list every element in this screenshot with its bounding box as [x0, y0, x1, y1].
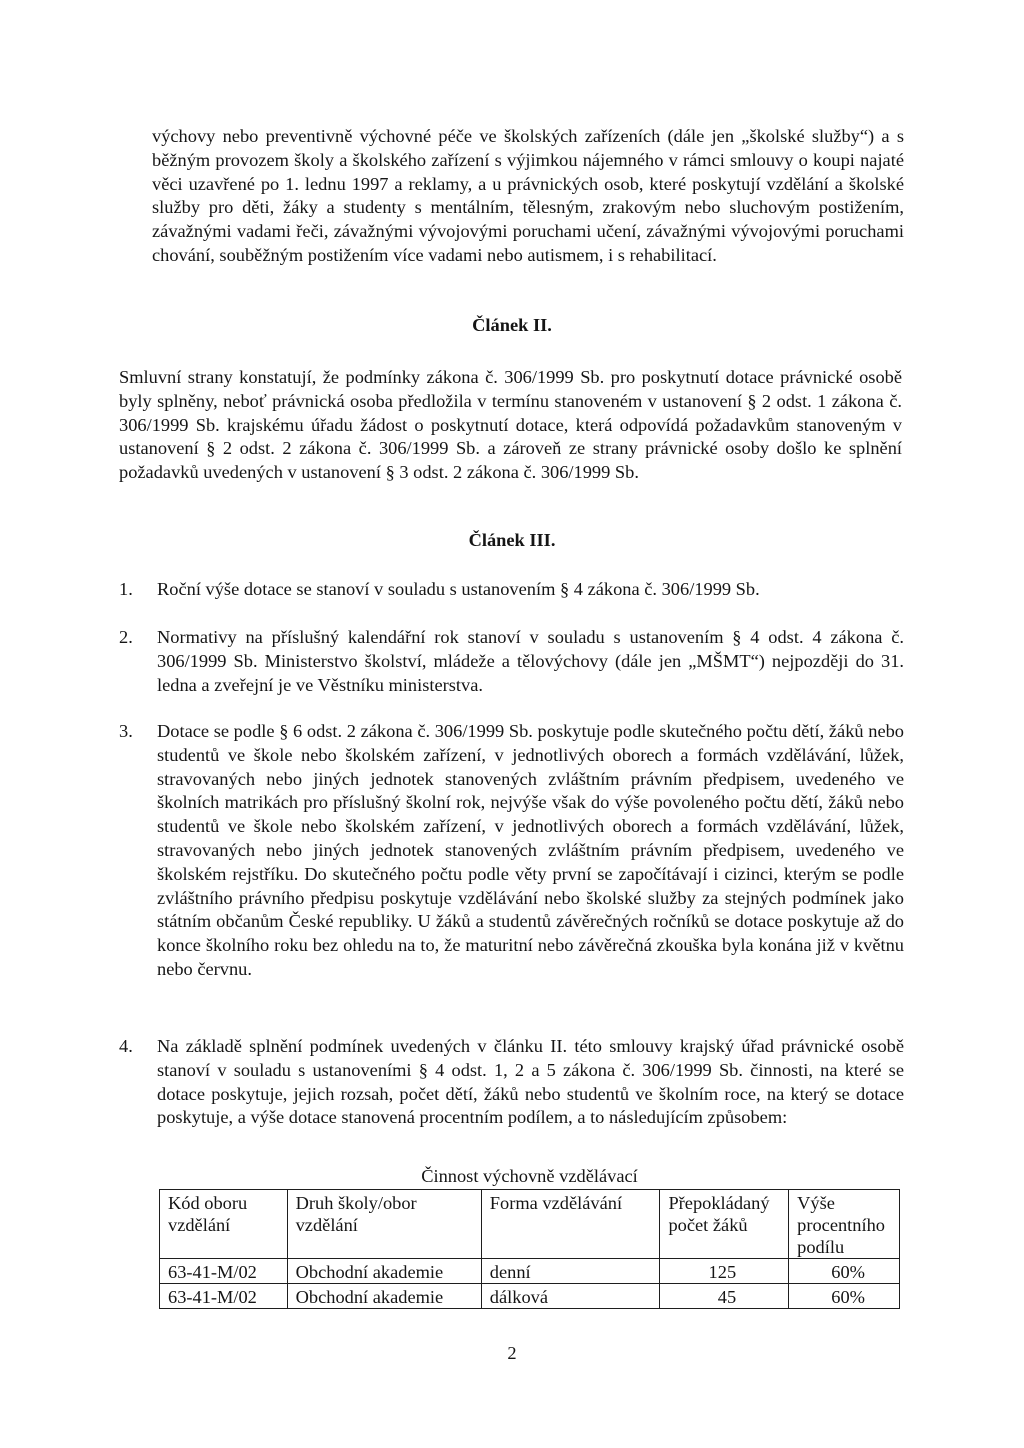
table-cell: 63-41-M/02 [160, 1284, 288, 1309]
item-text: Roční výše dotace se stanoví v souladu s ustanovením § 4 zákona č. 306/1999 Sb. [157, 579, 760, 599]
table-cell: dálková [481, 1284, 660, 1309]
table-cell: denní [481, 1259, 660, 1284]
item-text: Dotace se podle § 6 odst. 2 zákona č. 306/1999 Sb. poskytuje podle skutečného počtu dětí, žáků nebo studentů ve škole nebo školském zařízení, v jednotlivých oborech a formách vzdělávání, lůžek, stravovaných nebo jiných jednotek stanovených zvláštním právním předpisem, uvedeného ve školních matrikách pro příslušný školní rok, nejvýše však do výše povoleného počtu dětí, žáků nebo studentů ve škole nebo školském zařízení, v jednotlivých oborech a formách vzdělávání, lůžek, stravovaných nebo jiných jednotek stanovených zvláštním právním předpisem, uvedeného ve školském rejstříku. Do skutečného počtu podle věty první se započítávají i cizinci, kterým se podle zvláštního právního předpisu poskytuje vzdělávání nebo školské služby za stejných podmínek jako státním občanům České republiky. U žáků a studentů závěrečných ročníků se dotace poskytuje až do konce školního roku bez ohledu na to, že maturitní nebo závěrečná zkouška byla konána již v květnu nebo červnu. [157, 721, 904, 979]
table-cell: 63-41-M/02 [160, 1259, 288, 1284]
article-2-heading: Článek II. [472, 315, 552, 335]
table-cell: 45 [660, 1284, 789, 1309]
table-cell: Obchodní akademie [287, 1284, 481, 1309]
table-header-row [160, 1190, 900, 1259]
table-row [160, 1259, 900, 1284]
item-number: 3. [119, 721, 133, 741]
table-caption: Činnost výchovně vzdělávací [421, 1166, 638, 1186]
article-2-text: Smluvní strany konstatují, že podmínky zákona č. 306/1999 Sb. pro poskytnutí dotace právnické osobě byly splněny, neboť právnická osoba předložila v termínu stanoveném v ustanovení § 2 odst. 1 zákona č. 306/1999 Sb. krajskému úřadu žádost o poskytnutí dotace, která odpovídá požadavkům stanoveným v ustanovení § 2 odst. 2 zákona č. 306/1999 Sb. a zároveň ze strany právnické osoby došlo ke splnění požadavků uvedených v ustanovení § 3 odst. 2 zákona č. 306/1999 Sb. [119, 367, 902, 483]
header-cell: Kód oboru vzdělání [160, 1190, 288, 1259]
table-cell: 60% [789, 1284, 900, 1309]
table-cell: Obchodní akademie [287, 1259, 481, 1284]
table-row [160, 1284, 900, 1309]
table-cell: 125 [660, 1259, 789, 1284]
item-text: Na základě splnění podmínek uvedených v článku II. této smlouvy krajský úřad právnické osobě stanoví v souladu s ustanoveními § 4 odst. 1, 2 a 5 zákona č. 306/1999 Sb. činnosti, na které se dotace poskytuje, jejich rozsah, počet dětí, žáků nebo studentů ve školním roce, na který se dotace poskytuje, a výše dotace stanovená procentním podílem, a to následujícím způsobem: [157, 1036, 904, 1128]
header-cell: Druh školy/obor vzdělání [287, 1190, 481, 1259]
item-number: 1. [119, 579, 133, 599]
page-number: 2 [507, 1343, 517, 1363]
activity-table [159, 1189, 900, 1309]
table-cell: 60% [789, 1259, 900, 1284]
intro-paragraph: výchovy nebo preventivně výchovné péče ve školských zařízeních (dále jen „školské služby“) a s běžným provozem školy a školského zařízení s výjimkou nájemného v rámci smlouvy o koupi najaté věci uzavřené po 1. lednu 1997 a reklamy, a u právnických osob, které poskytují vzdělání a školské služby pro děti, žáky a studenty s mentálním, tělesným, zrakovým nebo sluchovým postižením, závažnými vadami řeči, závažnými vývojovými poruchami učení, závažnými vývojovými poruchami chování, souběžným postižením více vadami nebo autismem, i s rehabilitací. [152, 126, 904, 265]
header-cell: Přepokládaný počet žáků [660, 1190, 789, 1259]
header-cell: Forma vzdělávání [481, 1190, 660, 1259]
item-text: Normativy na příslušný kalendářní rok stanoví v souladu s ustanovením § 4 odst. 4 zákona č. 306/1999 Sb. Ministerstvo školství, mládeže a tělovýchovy (dále jen „MŠMT“) nejpozději do 31. ledna a zveřejní je ve Věstníku ministerstva. [157, 627, 904, 695]
header-cell: Výše procentního podílu [789, 1190, 900, 1259]
article-3-heading: Článek III. [468, 530, 556, 550]
item-number: 4. [119, 1036, 133, 1056]
item-number: 2. [119, 627, 133, 647]
